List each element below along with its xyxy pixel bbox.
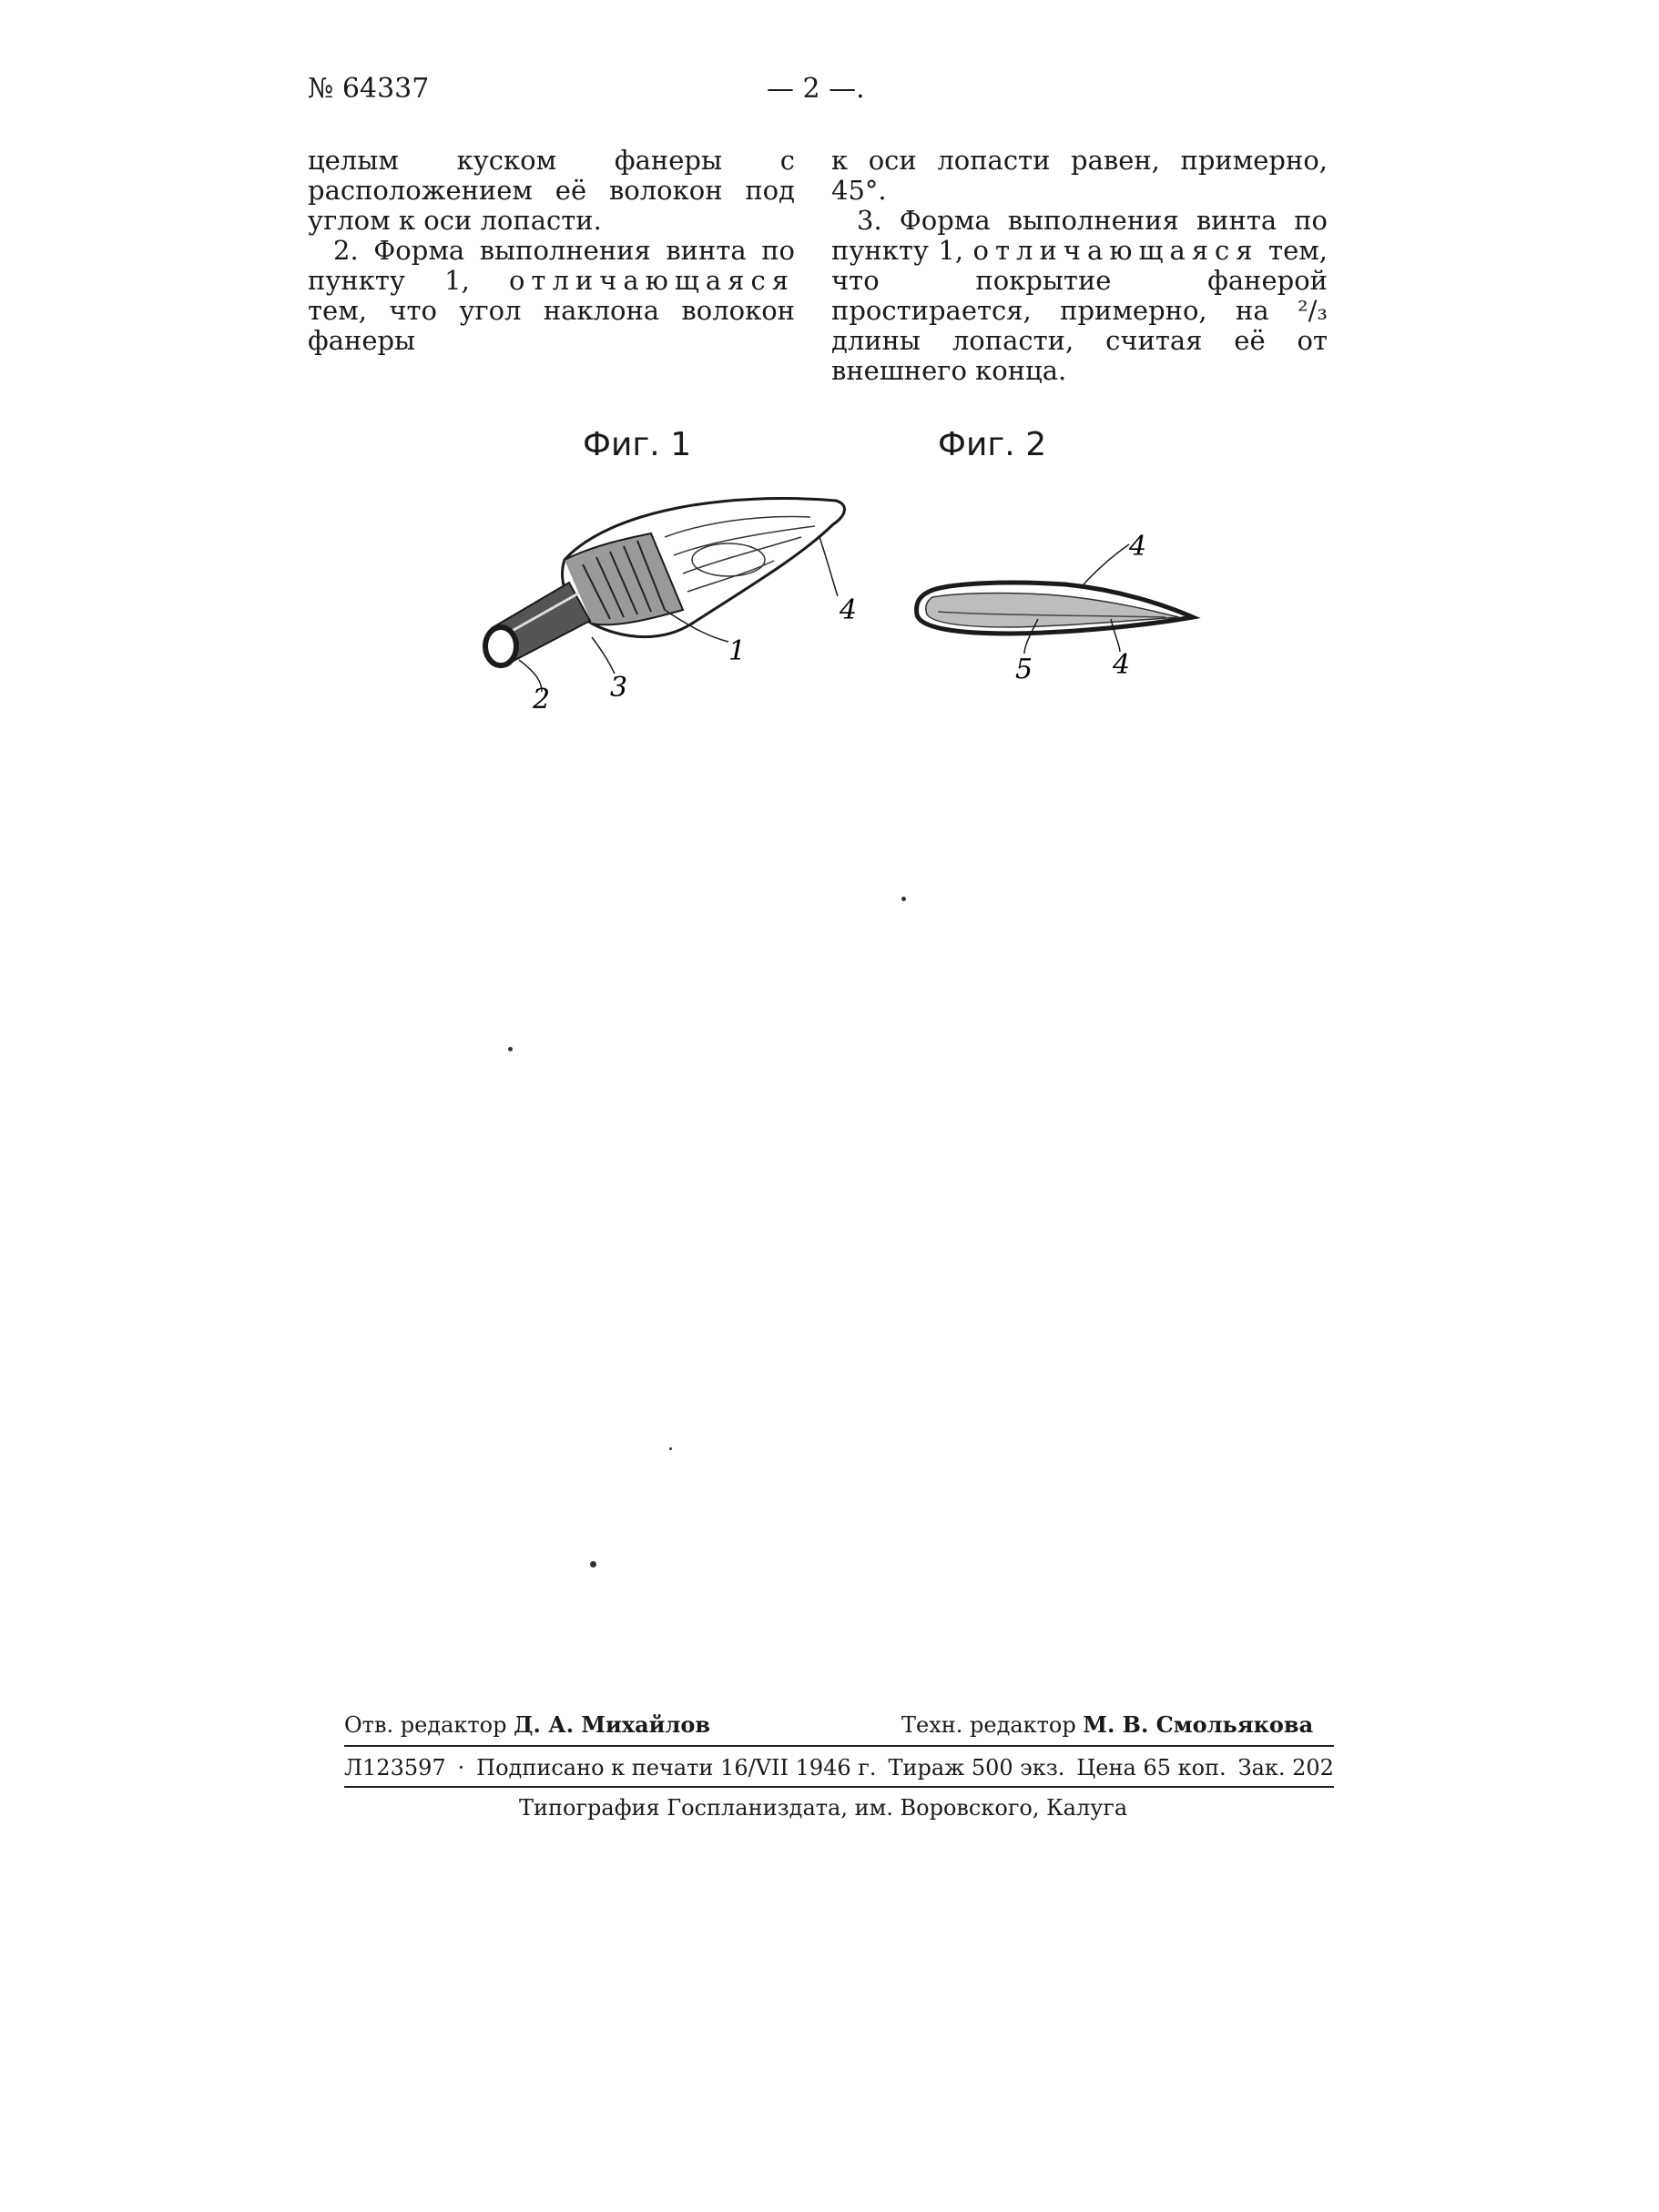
footer-rule-top (344, 1745, 1334, 1747)
responsible-editor (344, 1711, 710, 1738)
scan-speck (590, 1561, 596, 1568)
fig1-label-3: 3 (610, 672, 628, 704)
page-number: — 2 —. (767, 73, 865, 105)
imprint-bullet: · (457, 1755, 465, 1781)
technical-editor-name: М. В. Смольякова (1083, 1711, 1314, 1738)
claim-3-end: тем, что покрытие фанерой простирается, примерно, на ²/₃ длины лопасти, считая её от внешнего конца. (831, 235, 1328, 386)
responsible-editor-label: Отв. редактор (344, 1712, 507, 1738)
fig2-label-5: 5 (1015, 654, 1033, 685)
claim-3 (831, 206, 1328, 386)
claim-3-start: 3. Форма выполнения винта по пункту 1, (831, 205, 1328, 266)
right-column (831, 146, 1328, 386)
fig1-label-1: 1 (728, 635, 747, 667)
printer-imprint: Типография Госпланиздата, им. Воровского, Калуга (519, 1795, 1128, 1821)
claim-2-end: тем, что угол наклона волокон фанеры (308, 295, 795, 356)
scan-speck (669, 1447, 672, 1450)
claim-1-ending: целым куском фанеры с расположением её волокон под углом к оси лопасти. (308, 145, 795, 236)
figure-2-drawing (901, 528, 1211, 692)
fig2-label-4-top: 4 (1129, 531, 1147, 563)
imprint-order-number: Л123597 (344, 1755, 446, 1781)
figure-2-caption: Фиг. 2 (938, 426, 1047, 463)
patent-number: № 64337 (308, 73, 430, 105)
claim-3-spaced: отличающаяся (972, 235, 1259, 266)
fig2-label-4-bottom: 4 (1113, 649, 1131, 681)
technical-editor-label: Техн. редактор (901, 1712, 1076, 1738)
figure-1-drawing (455, 473, 874, 710)
claim-2 (308, 236, 795, 356)
claim-2-spaced: отличающаяся (508, 265, 796, 296)
claim-2-ending: к оси лопасти равен, примерно, 45°. (831, 145, 1328, 206)
figure-1-caption: Фиг. 1 (583, 426, 692, 463)
responsible-editor-name: Д. А. Михайлов (514, 1711, 711, 1738)
scan-speck (508, 1047, 513, 1051)
scan-speck (901, 897, 906, 901)
imprint-price: Цена 65 коп. (1076, 1755, 1226, 1781)
imprint-order: Зак. 202 (1237, 1755, 1334, 1781)
footer-rule-bottom (344, 1786, 1334, 1788)
left-column (308, 146, 795, 356)
imprint-print-run: Тираж 500 экз. (888, 1755, 1065, 1781)
claim-2-start: 2. Форма выполнения винта по пункту 1, (308, 235, 795, 296)
fig1-label-4: 4 (840, 594, 858, 626)
technical-editor (901, 1711, 1313, 1738)
imprint-line (344, 1755, 1334, 1781)
imprint-signed: Подписано к печати 16/VII 1946 г. (476, 1755, 877, 1781)
fig1-label-2: 2 (533, 684, 551, 710)
